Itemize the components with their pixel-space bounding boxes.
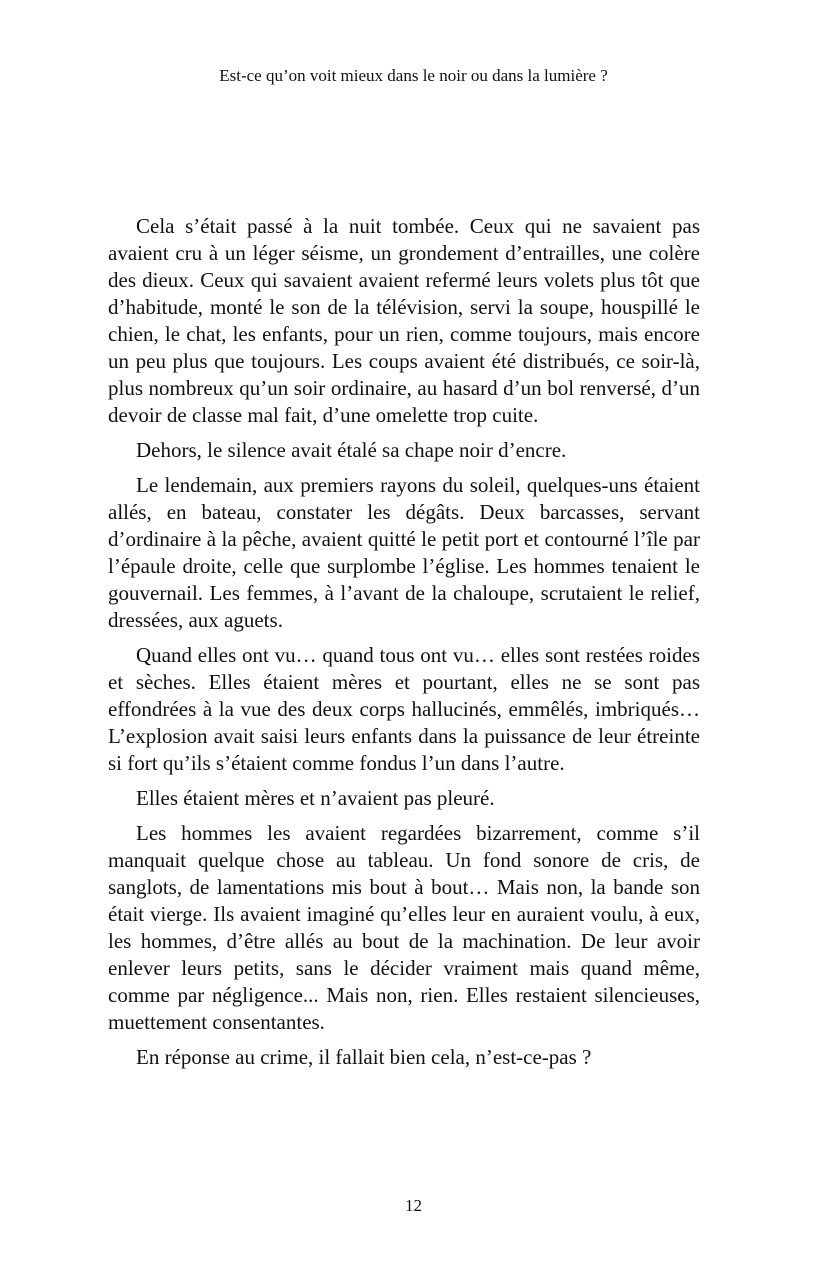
chapter-body: [108, 213, 700, 1079]
paragraph: Cela s’était passé à la nuit tombée. Ceux qui ne savaient pas avaient cru à un léger séisme, un grondement d’entrailles, une colère des dieux. Ceux qui savaient avaient refermé leurs volets plus tôt que d’habitude, monté le son de la télévision, servi la soupe, houspillé le chien, le chat, les enfants, pour un rien, comme toujours, mais encore un peu plus que toujours. Les coups avaient été distribués, ce soir-là, plus nombreux qu’un soir ordinaire, au hasard d’un bol renversé, d’un devoir de classe mal fait, d’une omelette trop cuite.: [108, 214, 700, 427]
paragraph: Les hommes les avaient regardées bizarrement, comme s’il manquait quelque chose au tableau. Un fond sonore de cris, de sanglots, de lamentations mis bout à bout… Mais non, la bande son était vierge. Ils avaient imaginé qu’elles leur en auraient voulu, à eux, les hommes, d’être allés au bout de la machination. De leur avoir enlever leurs petits, sans le décider vraiment mais quand même, comme par négligence... Mais non, rien. Elles restaient silencieuses, muettement consentantes.: [108, 821, 700, 1034]
page-number: 12: [405, 1196, 422, 1215]
paragraph: En réponse au crime, il fallait bien cela, n’est-ce-pas ?: [136, 1045, 592, 1069]
paragraph: Elles étaient mères et n’avaient pas pleuré.: [136, 786, 495, 810]
paragraph: Quand elles ont vu… quand tous ont vu… elles sont restées roides et sèches. Elles étaient mères et pourtant, elles ne se sont pas effondrées à la vue des deux corps hallucinés, emmêlés, imbriqués… L’explosion avait saisi leurs enfants dans la puissance de leur étreinte si fort qu’ils s’étaient comme fondus l’un dans l’autre.: [108, 643, 700, 775]
paragraph: Le lendemain, aux premiers rayons du soleil, quelques-uns étaient allés, en bateau, constater les dégâts. Deux barcasses, servant d’ordinaire à la pêche, avaient quitté le petit port et contourné l’île par l’épaule droite, celle que surplombe l’église. Les hommes tenaient le gouvernail. Les femmes, à l’avant de la chaloupe, scrutaient le relief, dressées, aux aguets.: [108, 473, 700, 632]
paragraph: Dehors, le silence avait étalé sa chape noir d’encre.: [136, 438, 567, 462]
running-header: Est-ce qu’on voit mieux dans le noir ou dans la lumière ?: [219, 66, 608, 85]
